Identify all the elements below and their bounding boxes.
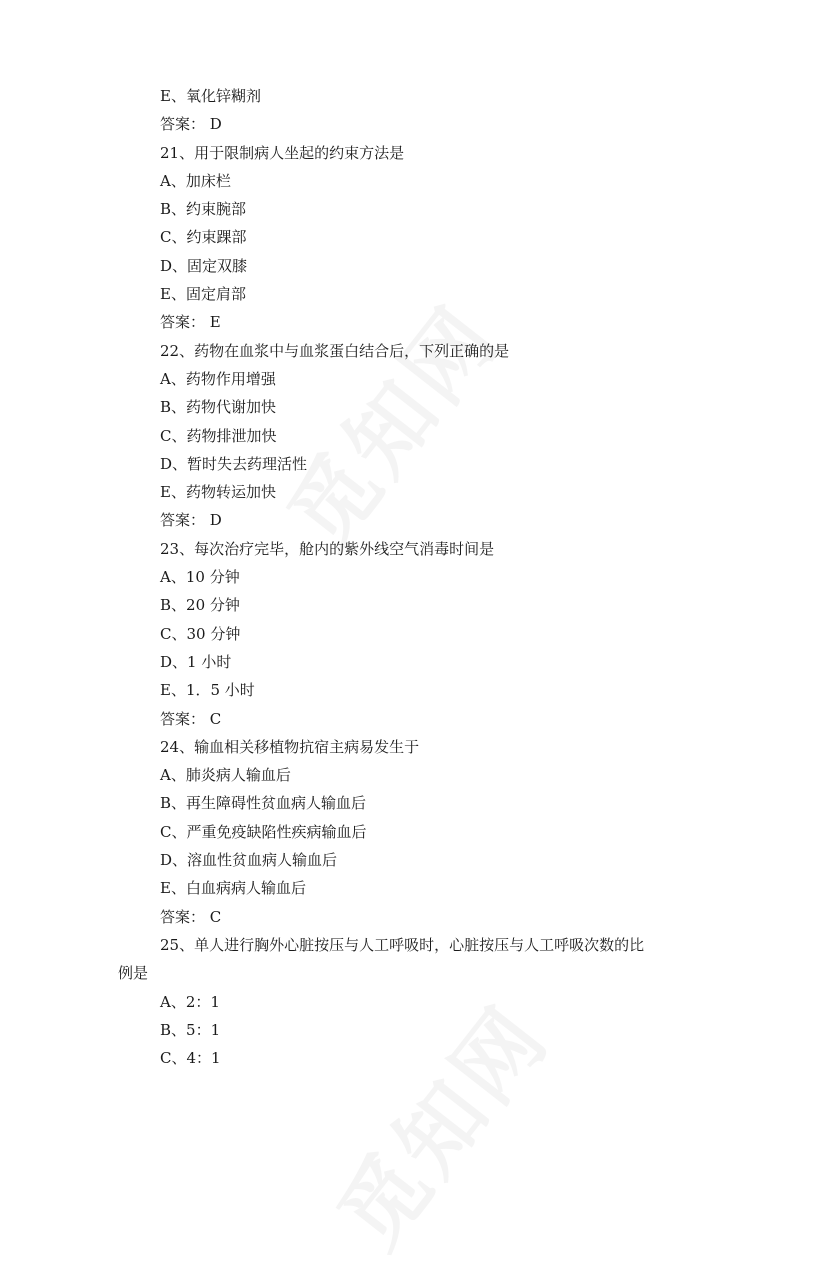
answer-line: 答案： C xyxy=(160,907,222,926)
option-line: E、固定肩部 xyxy=(160,285,246,304)
answer-line: 答案： C xyxy=(160,709,222,728)
option-line: A、10 分钟 xyxy=(160,568,240,587)
question-line: 21、用于限制病人坐起的约束方法是 xyxy=(160,143,405,162)
option-line: B、约束腕部 xyxy=(160,200,247,219)
option-line: A、加床栏 xyxy=(160,171,231,190)
option-line: D、固定双膝 xyxy=(160,256,248,275)
option-line: B、20 分钟 xyxy=(160,596,240,615)
question-line: 24、输血相关移植物抗宿主病易发生于 xyxy=(160,737,420,756)
option-line: C、30 分钟 xyxy=(160,624,241,643)
option-line: E、药物转运加快 xyxy=(160,483,276,502)
answer-line: 答案： D xyxy=(160,115,222,134)
option-line: B、药物代谢加快 xyxy=(160,398,277,417)
question-line: 25、单人进行胸外心脏按压与人工呼吸时，心脏按压与人工呼吸次数的比 xyxy=(160,935,645,954)
option-line: E、氧化锌糊剂 xyxy=(160,87,261,105)
option-line: B、5：1 xyxy=(160,1020,221,1039)
option-line: C、约束踝部 xyxy=(160,228,247,247)
question-line: 22、药物在血浆中与血浆蛋白结合后，下列正确的是 xyxy=(160,341,510,360)
question-line: 23、每次治疗完毕，舱内的紫外线空气消毒时间是 xyxy=(160,539,495,558)
option-line: D、溶血性贫血病人输血后 xyxy=(160,851,338,870)
question-line-continuation: 例是 xyxy=(118,964,149,983)
option-line: D、1 小时 xyxy=(160,652,232,671)
option-line: A、药物作用增强 xyxy=(160,369,276,388)
option-line: C、4：1 xyxy=(160,1049,221,1068)
option-line: A、肺炎病人输血后 xyxy=(160,766,291,785)
answer-line: 答案： E xyxy=(160,313,221,332)
option-line: B、再生障碍性贫血病人输血后 xyxy=(160,794,367,813)
answer-line: 答案： D xyxy=(160,511,222,530)
option-line: A、2：1 xyxy=(160,992,220,1011)
option-line: E、1．5 小时 xyxy=(160,681,255,700)
option-line: D、暂时失去药理活性 xyxy=(160,454,308,473)
option-line: E、白血病病人输血后 xyxy=(160,879,306,898)
option-line: C、药物排泄加快 xyxy=(160,426,277,445)
option-line: C、严重免疫缺陷性疾病输血后 xyxy=(160,822,367,841)
document-body xyxy=(118,82,718,1072)
